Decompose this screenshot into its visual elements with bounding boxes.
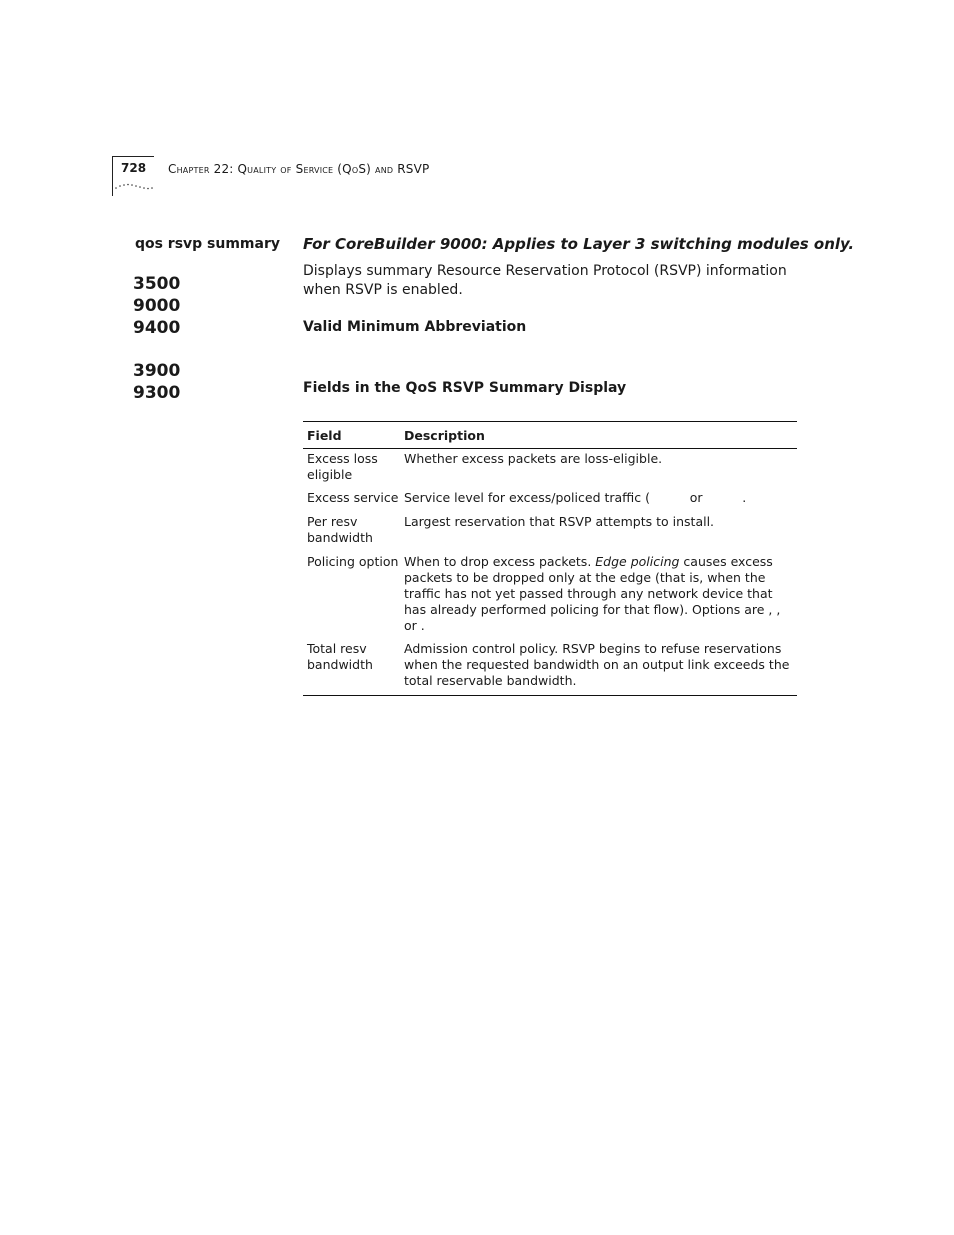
table-cell-description: Largest reservation that RSVP attempts to install. [404,514,715,529]
table-cell-field: Total resv bandwidth [307,641,373,672]
table-cell-field: Policing option [307,554,399,569]
table-header-description: Description [404,427,485,443]
platform-label: 9400 [133,318,181,338]
description-emphasis: Edge policing [595,554,680,569]
table-row [303,490,797,506]
running-head: Chapter 22: Quality of Service (QoS) and RSVP [168,162,430,176]
table-row [303,554,797,634]
header-rule-vertical [112,156,113,196]
table-cell-field: Excess service [307,490,399,505]
table-cell-field: Excess loss eligible [307,451,378,482]
platform-label: 3500 [133,274,181,294]
table-cell-field: Per resv bandwidth [307,514,373,545]
command-name: qos rsvp summary [134,236,280,252]
page-number: 728 [121,161,147,175]
platform-label: 3900 [133,361,181,381]
table-cell-description [404,554,797,634]
table-cell-description: Service level for excess/policed traffic ( or . [404,490,747,505]
table-header-row [303,422,797,449]
platform-label: 9000 [133,296,181,316]
platform-label: 9300 [133,383,181,403]
table-row [303,514,797,546]
table-header-field: Field [307,427,342,443]
header-dots-ornament [114,181,156,191]
table-row [303,641,797,689]
header-rule-horizontal [112,156,154,157]
description-text: When to drop excess packets. [404,554,596,569]
command-description: Displays summary Resource Reservation Protocol (RSVP) information when RSVP is enabled. [303,263,787,298]
fields-heading: Fields in the QoS RSVP Summary Display [303,380,627,396]
description-text: causes excess packets to be dropped only at the edge (that is, when the traffic has not yet passed through any network device that has already performed policing for that flow). Options are , , or . [404,554,781,633]
table-cell-description: Whether excess packets are loss-eligible. [404,451,663,466]
table-row [303,451,797,483]
applies-to-note: For CoreBuilder 9000: Applies to Layer 3 switching modules only. [303,235,855,253]
fields-table [303,421,797,696]
abbreviation-heading: Valid Minimum Abbreviation [303,319,527,335]
table-cell-description: Admission control policy. RSVP begins to refuse reservations when the requested bandwidth on an output link exceeds the total reservable bandwidth. [404,641,790,688]
